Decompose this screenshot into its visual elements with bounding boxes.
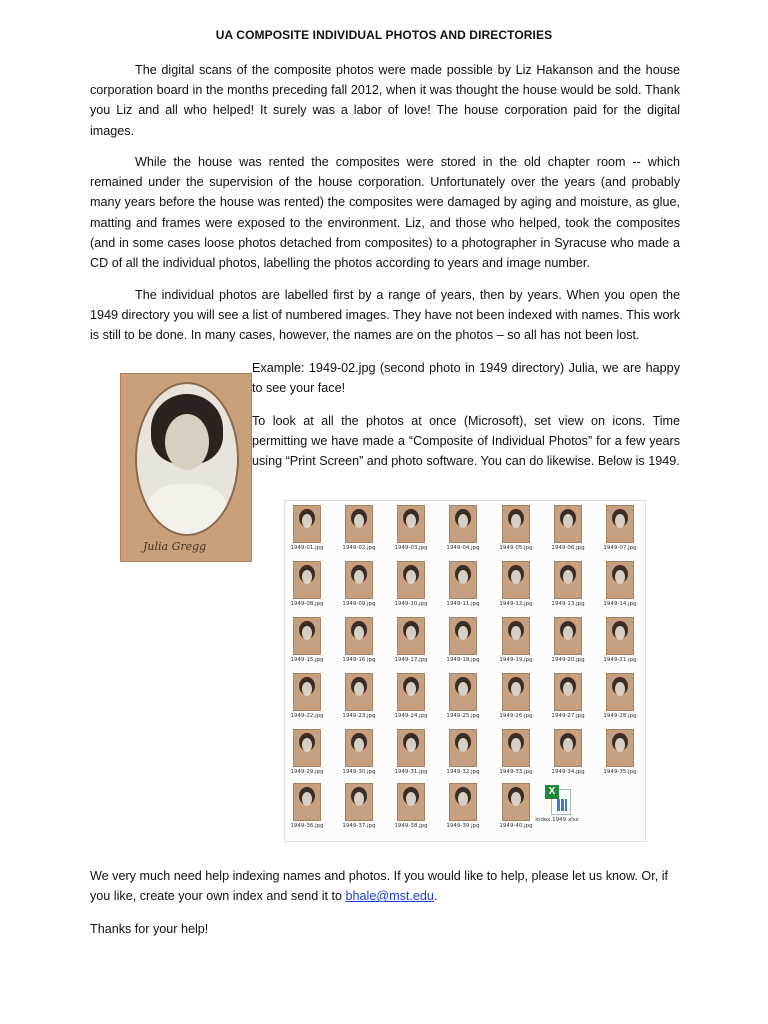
photo-image <box>345 673 373 711</box>
thanks-text: Thanks for your help! <box>90 922 209 936</box>
photo-image <box>554 673 582 711</box>
photo-thumbnail[interactable] <box>391 729 431 775</box>
photo-thumbnail[interactable] <box>391 783 431 829</box>
photo-image <box>397 561 425 599</box>
photo-image <box>502 561 530 599</box>
photo-image <box>449 561 477 599</box>
photo-thumbnail[interactable] <box>287 729 327 775</box>
photo-image <box>554 729 582 767</box>
photo-filename: 1949-04.jpg <box>446 545 480 551</box>
photo-filename: 1949-22.jpg <box>290 713 324 719</box>
photo-image <box>502 673 530 711</box>
photo-image <box>345 617 373 655</box>
photo-filename: 1949-33.jpg <box>499 769 533 775</box>
photo-filename: 1949-06.jpg <box>551 545 585 551</box>
photo-image <box>293 783 321 821</box>
index-spreadsheet-file[interactable] <box>535 785 579 823</box>
help-text: We very much need help indexing names and photos. If you would like to help, please let us know. Or, if you like, create your own index and send it to <box>90 869 669 904</box>
photo-image <box>293 673 321 711</box>
photo-thumbnail[interactable] <box>548 729 588 775</box>
photo-thumbnail[interactable] <box>287 505 327 551</box>
photo-image <box>554 617 582 655</box>
photo-image <box>449 729 477 767</box>
photo-filename: 1949-05.jpg <box>499 545 533 551</box>
photo-image <box>345 729 373 767</box>
photo-filename: 1949-16.jpg <box>342 657 376 663</box>
photo-image <box>293 729 321 767</box>
portrait-photo <box>120 373 252 562</box>
photo-thumbnail[interactable] <box>339 729 379 775</box>
photo-image <box>397 783 425 821</box>
portrait-signature: Julia Gregg <box>143 540 207 553</box>
photo-thumbnail[interactable] <box>391 673 431 719</box>
photo-thumbnail[interactable] <box>287 561 327 607</box>
photo-thumbnail[interactable] <box>443 729 483 775</box>
photo-thumbnail[interactable] <box>443 617 483 663</box>
photo-filename: 1949-25.jpg <box>446 713 480 719</box>
photo-thumbnail[interactable] <box>496 783 536 829</box>
photo-image <box>554 505 582 543</box>
photo-filename: 1949-36.jpg <box>290 823 324 829</box>
photo-filename: 1949-23.jpg <box>342 713 376 719</box>
photo-thumbnail[interactable] <box>391 505 431 551</box>
photo-icons-grid <box>284 500 646 842</box>
photo-image <box>293 617 321 655</box>
photo-image <box>606 673 634 711</box>
photo-filename: 1949-34.jpg <box>551 769 585 775</box>
photo-filename: 1949-29.jpg <box>290 769 324 775</box>
photo-thumbnail[interactable] <box>548 673 588 719</box>
photo-image <box>397 729 425 767</box>
photo-filename: 1949-35.jpg <box>603 769 637 775</box>
photo-image <box>502 505 530 543</box>
photo-thumbnail[interactable] <box>339 783 379 829</box>
photo-image <box>397 617 425 655</box>
photo-thumbnail[interactable] <box>600 673 640 719</box>
photo-image <box>606 617 634 655</box>
photo-image <box>345 561 373 599</box>
page-title: UA COMPOSITE INDIVIDUAL PHOTOS AND DIRECTORIES <box>215 28 553 42</box>
paragraph-labelling: The individual photos are labelled first by a range of years, then by years. When you open the 1949 directory you will see a list of numbered images. They have not been indexed with names. This work is still to be done. In many cases, however, the names are on the photos – so all has not been lost. <box>90 288 680 343</box>
photo-filename: 1949-20.jpg <box>551 657 585 663</box>
photo-filename: 1949-30.jpg <box>342 769 376 775</box>
photo-thumbnail[interactable] <box>287 673 327 719</box>
photo-filename: 1949-24.jpg <box>394 713 428 719</box>
portrait-oval-frame <box>135 382 239 536</box>
photo-thumbnail[interactable] <box>496 505 536 551</box>
photo-filename: 1949-39.jpg <box>446 823 480 829</box>
photo-filename: 1949-07.jpg <box>603 545 637 551</box>
photo-thumbnail[interactable] <box>600 617 640 663</box>
photo-image <box>345 783 373 821</box>
photo-thumbnail[interactable] <box>600 561 640 607</box>
photo-thumbnail[interactable] <box>496 673 536 719</box>
photo-image <box>502 729 530 767</box>
photo-thumbnail[interactable] <box>548 505 588 551</box>
photo-image <box>606 505 634 543</box>
photo-image <box>293 505 321 543</box>
photo-filename: 1949-03.jpg <box>394 545 428 551</box>
email-link[interactable]: bhale@mst.edu <box>345 889 434 904</box>
photo-filename: 1949-02.jpg <box>342 545 376 551</box>
photo-filename: 1949-14.jpg <box>603 601 637 607</box>
photo-thumbnail[interactable] <box>391 561 431 607</box>
index-filename: Index.1949.xlsx <box>535 817 579 823</box>
photo-filename: 1949-18.jpg <box>446 657 480 663</box>
photo-filename: 1949-13.jpg <box>551 601 585 607</box>
photo-image <box>502 617 530 655</box>
photo-filename: 1949-28.jpg <box>603 713 637 719</box>
photo-image <box>449 617 477 655</box>
photo-filename: 1949-08.jpg <box>290 601 324 607</box>
photo-thumbnail[interactable] <box>548 561 588 607</box>
photo-image <box>345 505 373 543</box>
photo-image <box>449 783 477 821</box>
photo-thumbnail[interactable] <box>600 729 640 775</box>
photo-filename: 1949-17.jpg <box>394 657 428 663</box>
photo-filename: 1949-40.jpg <box>499 823 533 829</box>
photo-image <box>293 561 321 599</box>
photo-thumbnail[interactable] <box>443 783 483 829</box>
photo-image <box>606 561 634 599</box>
photo-filename: 1949-10.jpg <box>394 601 428 607</box>
paragraph-scans: The digital scans of the composite photos were made possible by Liz Hakanson and the house corporation board in the months preceding fall 2012, when it was thought the house would be sold. Thank you Liz and all who helped! It surely was a labor of love! The house corporation paid for the digital images. <box>90 63 680 138</box>
photo-filename: 1949-37.jpg <box>342 823 376 829</box>
paragraph-example: Example: 1949-02.jpg (second photo in 1949 directory) Julia, we are happy to see your face! <box>252 361 680 396</box>
photo-thumbnail[interactable] <box>496 561 536 607</box>
photo-thumbnail[interactable] <box>443 561 483 607</box>
photo-thumbnail[interactable] <box>391 617 431 663</box>
photo-thumbnail[interactable] <box>287 617 327 663</box>
photo-filename: 1949-27.jpg <box>551 713 585 719</box>
photo-thumbnail[interactable] <box>287 783 327 829</box>
photo-thumbnail[interactable] <box>339 505 379 551</box>
photo-image <box>397 505 425 543</box>
photo-filename: 1949-38.jpg <box>394 823 428 829</box>
paragraph-help-request <box>90 866 680 906</box>
photo-image <box>606 729 634 767</box>
help-suffix: . <box>433 889 438 904</box>
photo-thumbnail[interactable] <box>548 617 588 663</box>
photo-thumbnail[interactable] <box>339 673 379 719</box>
photo-thumbnail[interactable] <box>496 617 536 663</box>
photo-filename: 1949-01.jpg <box>290 545 324 551</box>
photo-filename: 1949-11.jpg <box>446 601 480 607</box>
photo-thumbnail[interactable] <box>339 561 379 607</box>
photo-filename: 1949-12.jpg <box>499 601 533 607</box>
photo-filename: 1949-31.jpg <box>394 769 428 775</box>
photo-image <box>397 673 425 711</box>
photo-image <box>554 561 582 599</box>
photo-thumbnail[interactable] <box>443 505 483 551</box>
photo-image <box>449 505 477 543</box>
photo-image <box>502 783 530 821</box>
photo-filename: 1949-09.jpg <box>342 601 376 607</box>
photo-filename: 1949-26.jpg <box>499 713 533 719</box>
excel-chart-icon: X <box>545 785 569 815</box>
photo-thumbnail[interactable] <box>496 729 536 775</box>
photo-thumbnail[interactable] <box>443 673 483 719</box>
paragraph-storage: While the house was rented the composites were stored in the old chapter room -- which remained under the supervision of the house corporation. Unfortunately over the years (and probably many years before the house was rented) the composites were damaged by aging and moisture, as glue, matting and frames were exposed to the environment. Liz, and those who helped, took the composites (and in some cases loose photos detached from composites) to a photographer in Syracuse who made a CD of all the individual photos, labelling the photos according to years and image number. <box>90 155 680 271</box>
photo-image <box>449 673 477 711</box>
photo-filename: 1949-21.jpg <box>603 657 637 663</box>
photo-filename: 1949-19.jpg <box>499 657 533 663</box>
photo-thumbnail[interactable] <box>339 617 379 663</box>
photo-filename: 1949-15.jpg <box>290 657 324 663</box>
photo-thumbnail[interactable] <box>600 505 640 551</box>
paragraph-icons-view: To look at all the photos at once (Microsoft), set view on icons. Time permitting we have made a “Composite of Individual Photos” for a few years using “Print Screen” and photo software. You can do likewise. Below is 1949. <box>252 414 680 469</box>
photo-filename: 1949-32.jpg <box>446 769 480 775</box>
